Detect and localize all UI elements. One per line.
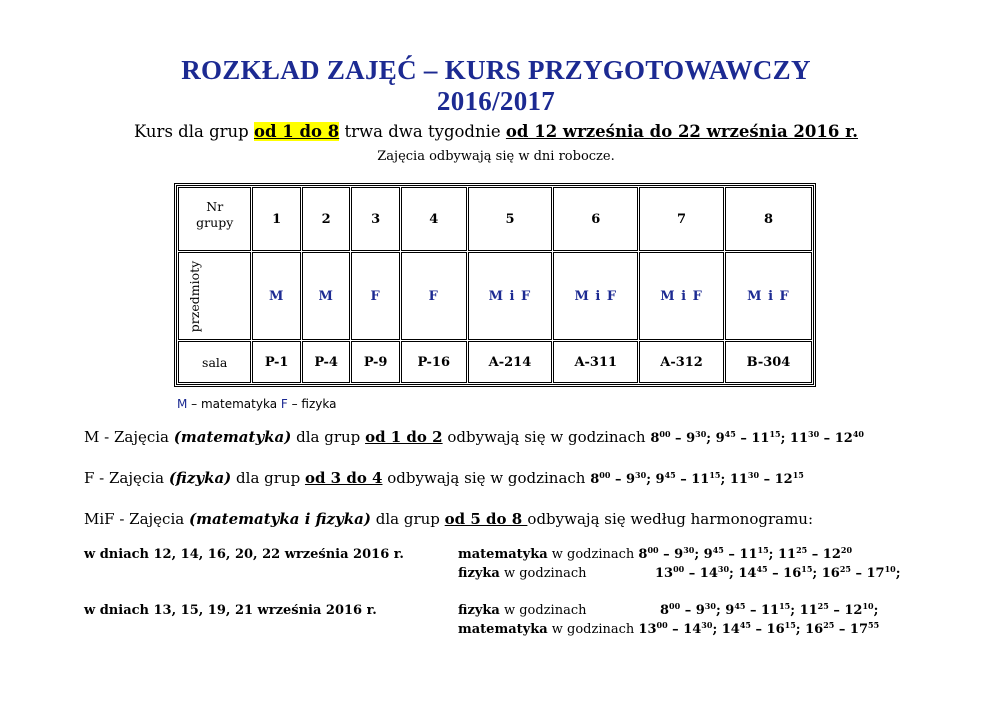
group-cell: 3 [351, 187, 399, 251]
course-info-pre: Kurs dla grup [133, 122, 254, 141]
legend [177, 397, 336, 411]
course-info-mid: trwa dwa tygodnie [339, 122, 506, 141]
page-title-year: 2016/2017 [436, 86, 556, 116]
room-cell: P-1 [252, 341, 300, 383]
schedule-2-line-1: fizyka w godzinach [458, 603, 587, 618]
working-days-note: Zajęcia odbywają się w dni robocze. [377, 149, 615, 164]
course-dates: od 12 września do 22 września 2016 r. [505, 122, 859, 141]
room-label: sala [178, 341, 251, 383]
subject-cell: M [252, 252, 300, 340]
schedule-days-1: w dniach 12, 14, 16, 20, 22 września 2016 r. [84, 547, 404, 562]
schedule-days-2: w dniach 13, 15, 19, 21 września 2016 r. [84, 603, 377, 618]
subject-cell: F [351, 252, 399, 340]
physics-times: $8^{00} - 9^{30}$; $9^{45} - 11^{15}$; $11^{30} - 12^{15}$ [590, 470, 804, 487]
group-cell: 5 [468, 187, 553, 251]
group-cell: 4 [401, 187, 467, 251]
room-cell: B-304 [725, 341, 812, 383]
room-cell: A-214 [468, 341, 553, 383]
room-cell: A-312 [639, 341, 724, 383]
subject-cell: F [401, 252, 467, 340]
group-cell: 6 [553, 187, 638, 251]
subject-cell: M i F [553, 252, 638, 340]
group-cell: 7 [639, 187, 724, 251]
math-times: $8^{00} - 9^{30}$; $9^{45} - 11^{15}$; $11^{30} - 12^{40}$ [650, 429, 864, 446]
group-cell: 2 [302, 187, 350, 251]
math-paragraph: M - Zajęcia (matematyka) dla grup od 1 do 2 odbywają się w godzinach $8^{00} - 9^{30}$; $9^{45} - 11^{15}$; $11^{30} - 12^{40}$ [84, 428, 864, 446]
room-cell: P-9 [351, 341, 399, 383]
group-cell: 1 [252, 187, 300, 251]
room-cell: A-311 [553, 341, 638, 383]
schedule-2-line-1-times: $8^{00} - 9^{30}$; $9^{45} - 11^{15}$; $11^{25} - 12^{10}$; [660, 601, 879, 618]
subject-cell: M i F [639, 252, 724, 340]
schedule-1-line-1: matematyka w godzinach $8^{00} - 9^{30}$; $9^{45} - 11^{15}$; $11^{25} - 12^{20}$ [458, 545, 853, 562]
mif-paragraph: MiF - Zajęcia (matematyka i fizyka) dla grup od 5 do 8 odbywają się według harmonogramu: [84, 510, 814, 528]
subject-cell: M i F [725, 252, 812, 340]
legend-f-text: – fizyka [287, 397, 337, 411]
table-row-subjects [178, 252, 812, 340]
room-cell: P-4 [302, 341, 350, 383]
group-cell: 8 [725, 187, 812, 251]
legend-f: F [280, 397, 288, 411]
schedule-2-line-2: matematyka w godzinach $13^{00} - 14^{30}$; $14^{45} - 16^{15}$; $16^{25} - 17^{55}$ [458, 620, 880, 637]
schedule-1-line-2: fizyka w godzinach [458, 566, 587, 581]
physics-paragraph: F - Zajęcia (fizyka) dla grup od 3 do 4 odbywają się w godzinach $8^{00} - 9^{30}$; $9^{45} - 11^{15}$; $11^{30} - 12^{15}$ [84, 469, 804, 487]
table-row-groups [178, 187, 812, 251]
legend-m: M [177, 397, 188, 411]
nr-grupy-label: Nr grupy [178, 187, 251, 251]
subject-cell: M [302, 252, 350, 340]
room-cell: P-16 [401, 341, 467, 383]
course-groups-highlight: od 1 do 8 [253, 122, 340, 141]
subjects-label: przedmioty [178, 252, 251, 340]
schedule-1-line-2-times: $13^{00} - 14^{30}$; $14^{45} - 16^{15}$; $16^{25} - 17^{10}$; [655, 564, 901, 581]
subject-cell: M i F [468, 252, 553, 340]
course-info [0, 122, 992, 141]
page-title: ROZKŁAD ZAJĘĆ – KURS PRZYGOTOWAWCZY [181, 55, 811, 85]
table-row-rooms [178, 341, 812, 383]
legend-m-text: – matematyka [187, 397, 281, 411]
schedule-table [174, 183, 816, 387]
